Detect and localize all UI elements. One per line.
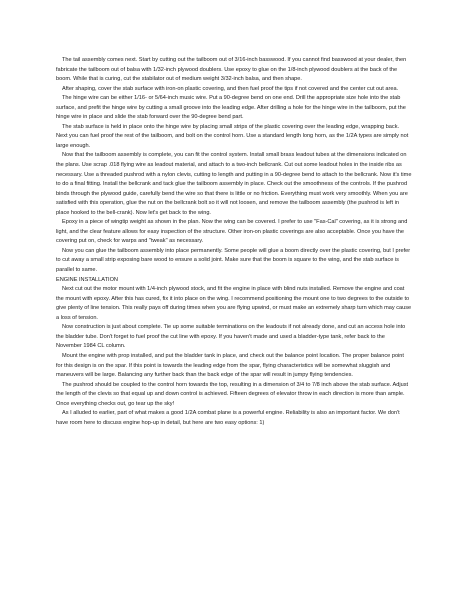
paragraph-construction-complete: Now construction is just about complete. Tie up some suitable terminations on the leadouts if not already done, and cut an access hole into the bladder tube. Don't forget to fuel proof the cut line with epoxy. If you haven't made and used a bladder-type tank, refer back to the November 1984 CL column.: [56, 324, 406, 350]
paragraph-control-system: Now that the tailboom assembly is complete, you can fit the control system. Install small brass leadout tubes at the dimensions indicated on the plans. Use scrap .018 flying wire as leadout material, and attach to a two-inch bellcrank. Cut out some leadout holes in the inside ribs as necessary. Use a threaded pushrod with a nylon clevis, cutting to length and putting in a 90-degree bend to attach to the bellcrank. Now it's time to do a final fitting. Install the bellcrank and tack glue the tailboom assembly in place. Check out the smoothness of the controls. If the pushrod binds through the plywood guide, carefully bend the wire so that there is little or no friction. Everything must work very smoothly. When you are satisfied with this operation, glue the nut on the bellcrank bolt so it will not loosen, and remove the tailboom assembly (the pushrod is left in place hooked to the bell-crank). Now let's get back to the wing.: [56, 152, 412, 216]
section-heading-engine-installation: ENGINE INSTALLATION: [56, 276, 118, 283]
paragraph-wing-covering: Epoxy in a piece of wingtip weight as shown in the plan. Now the wing can be covered. I prefer to use "Fas-Cal" covering, as it is strong and light, and the clear feature allows for easy inspection of the structure. Other iron-on plastic coverings are also acceptable. Once you have the covering put on, check for warps and "tweak" as necessary.: [56, 219, 408, 245]
paragraph-tailboom-glue: Now you can glue the tailboom assembly into place permanently. Some people will glue a boom directly over the plastic covering, but I prefer to cut away a small strip exposing bare wood to ensure a solid joint. Make sure that the boom is square to the wing, and the stab surface is parallel to same.: [56, 247, 411, 274]
paragraph-stab-surface: The stab surface is held in place onto the hinge wire by placing small strips of the plastic covering over the leading edge, wrapping back. Next you can fuel proof the rest of the tailboom, and bolt on the control horn. Use a standard length long horn, as the 1/2A types are simply not large enough.: [56, 123, 409, 149]
paragraph-balance-point: Mount the engine with prop installed, and put the bladder tank in place, and check out the balance point location. The proper balance point for this design is on the spar. If this point is towards the leading edge from the spar, flying characteristics will be somewhat sluggish and maneuvers will be large. Balancing any further back than the back edge of the spar will result in jumpy flying tendencies.: [56, 352, 404, 379]
paragraph-engine-options: As I alluded to earlier, part of what makes a good 1/2A combat plane is a powerful engine. Reliability is also an important factor. We don't have room here to discuss engine hop-up in detail, but here are two easy options: 1): [56, 410, 400, 426]
paragraph-pushrod: The pushrod should be coupled to the control horn towards the top, resulting in a dimension of 3/4 to 7/8 inch above the stab surface. Adjust the length of the clevis so that equal up and down control is achieved. Fifteen degrees of elevator throw in each direction is more than ample. Once everything checks out, go tear up the sky!: [56, 381, 409, 407]
paragraph-motor-mount: Next cut out the motor mount with 1/4-inch plywood stock, and fit the engine in place with blind nuts installed. Remove the engine and coat the mount with epoxy. After this has cured, fix it into place on the wing. I recommend positioning the mount one to two degrees to the outside to give plenty of line tension. This really pays off during times when you are flying upwind, or must make an extremely sharp turn which may cause a loss of tension.: [56, 286, 412, 321]
paragraph-hinge-wire: The hinge wire can be either 1/16- or 5/64-inch music wire. Put a 90-degree bend on one end. Drill the appropriate size hole into the stab surface, and prefit the hinge wire by cutting a small groove into the leading edge. After drilling a hole for the hinge wire in the tailboom, put the hinge wire in place and slide the stab forward over the 90-degree bend part.: [56, 95, 406, 121]
paragraph-covering-stab: After shaping, cover the stab surface with iron-on plastic covering, and then fuel proof the tips if not covered and the center cut out area.: [62, 85, 399, 92]
document-page: [56, 56, 412, 428]
paragraph-tail-assembly: The tail assembly comes next. Start by cutting out the tailboom out of 3/16-inch basswood. If you cannot find basswood at your dealer, then fabricate the tailboom out of balsa with 1/32-inch plywood doublers. Use epoxy to glue on the 1/8-inch plywood doublers at the back of the boom. While that is curing, cut the stabilator out of medium weight 3/32-inch balsa, and then shape.: [56, 57, 407, 83]
